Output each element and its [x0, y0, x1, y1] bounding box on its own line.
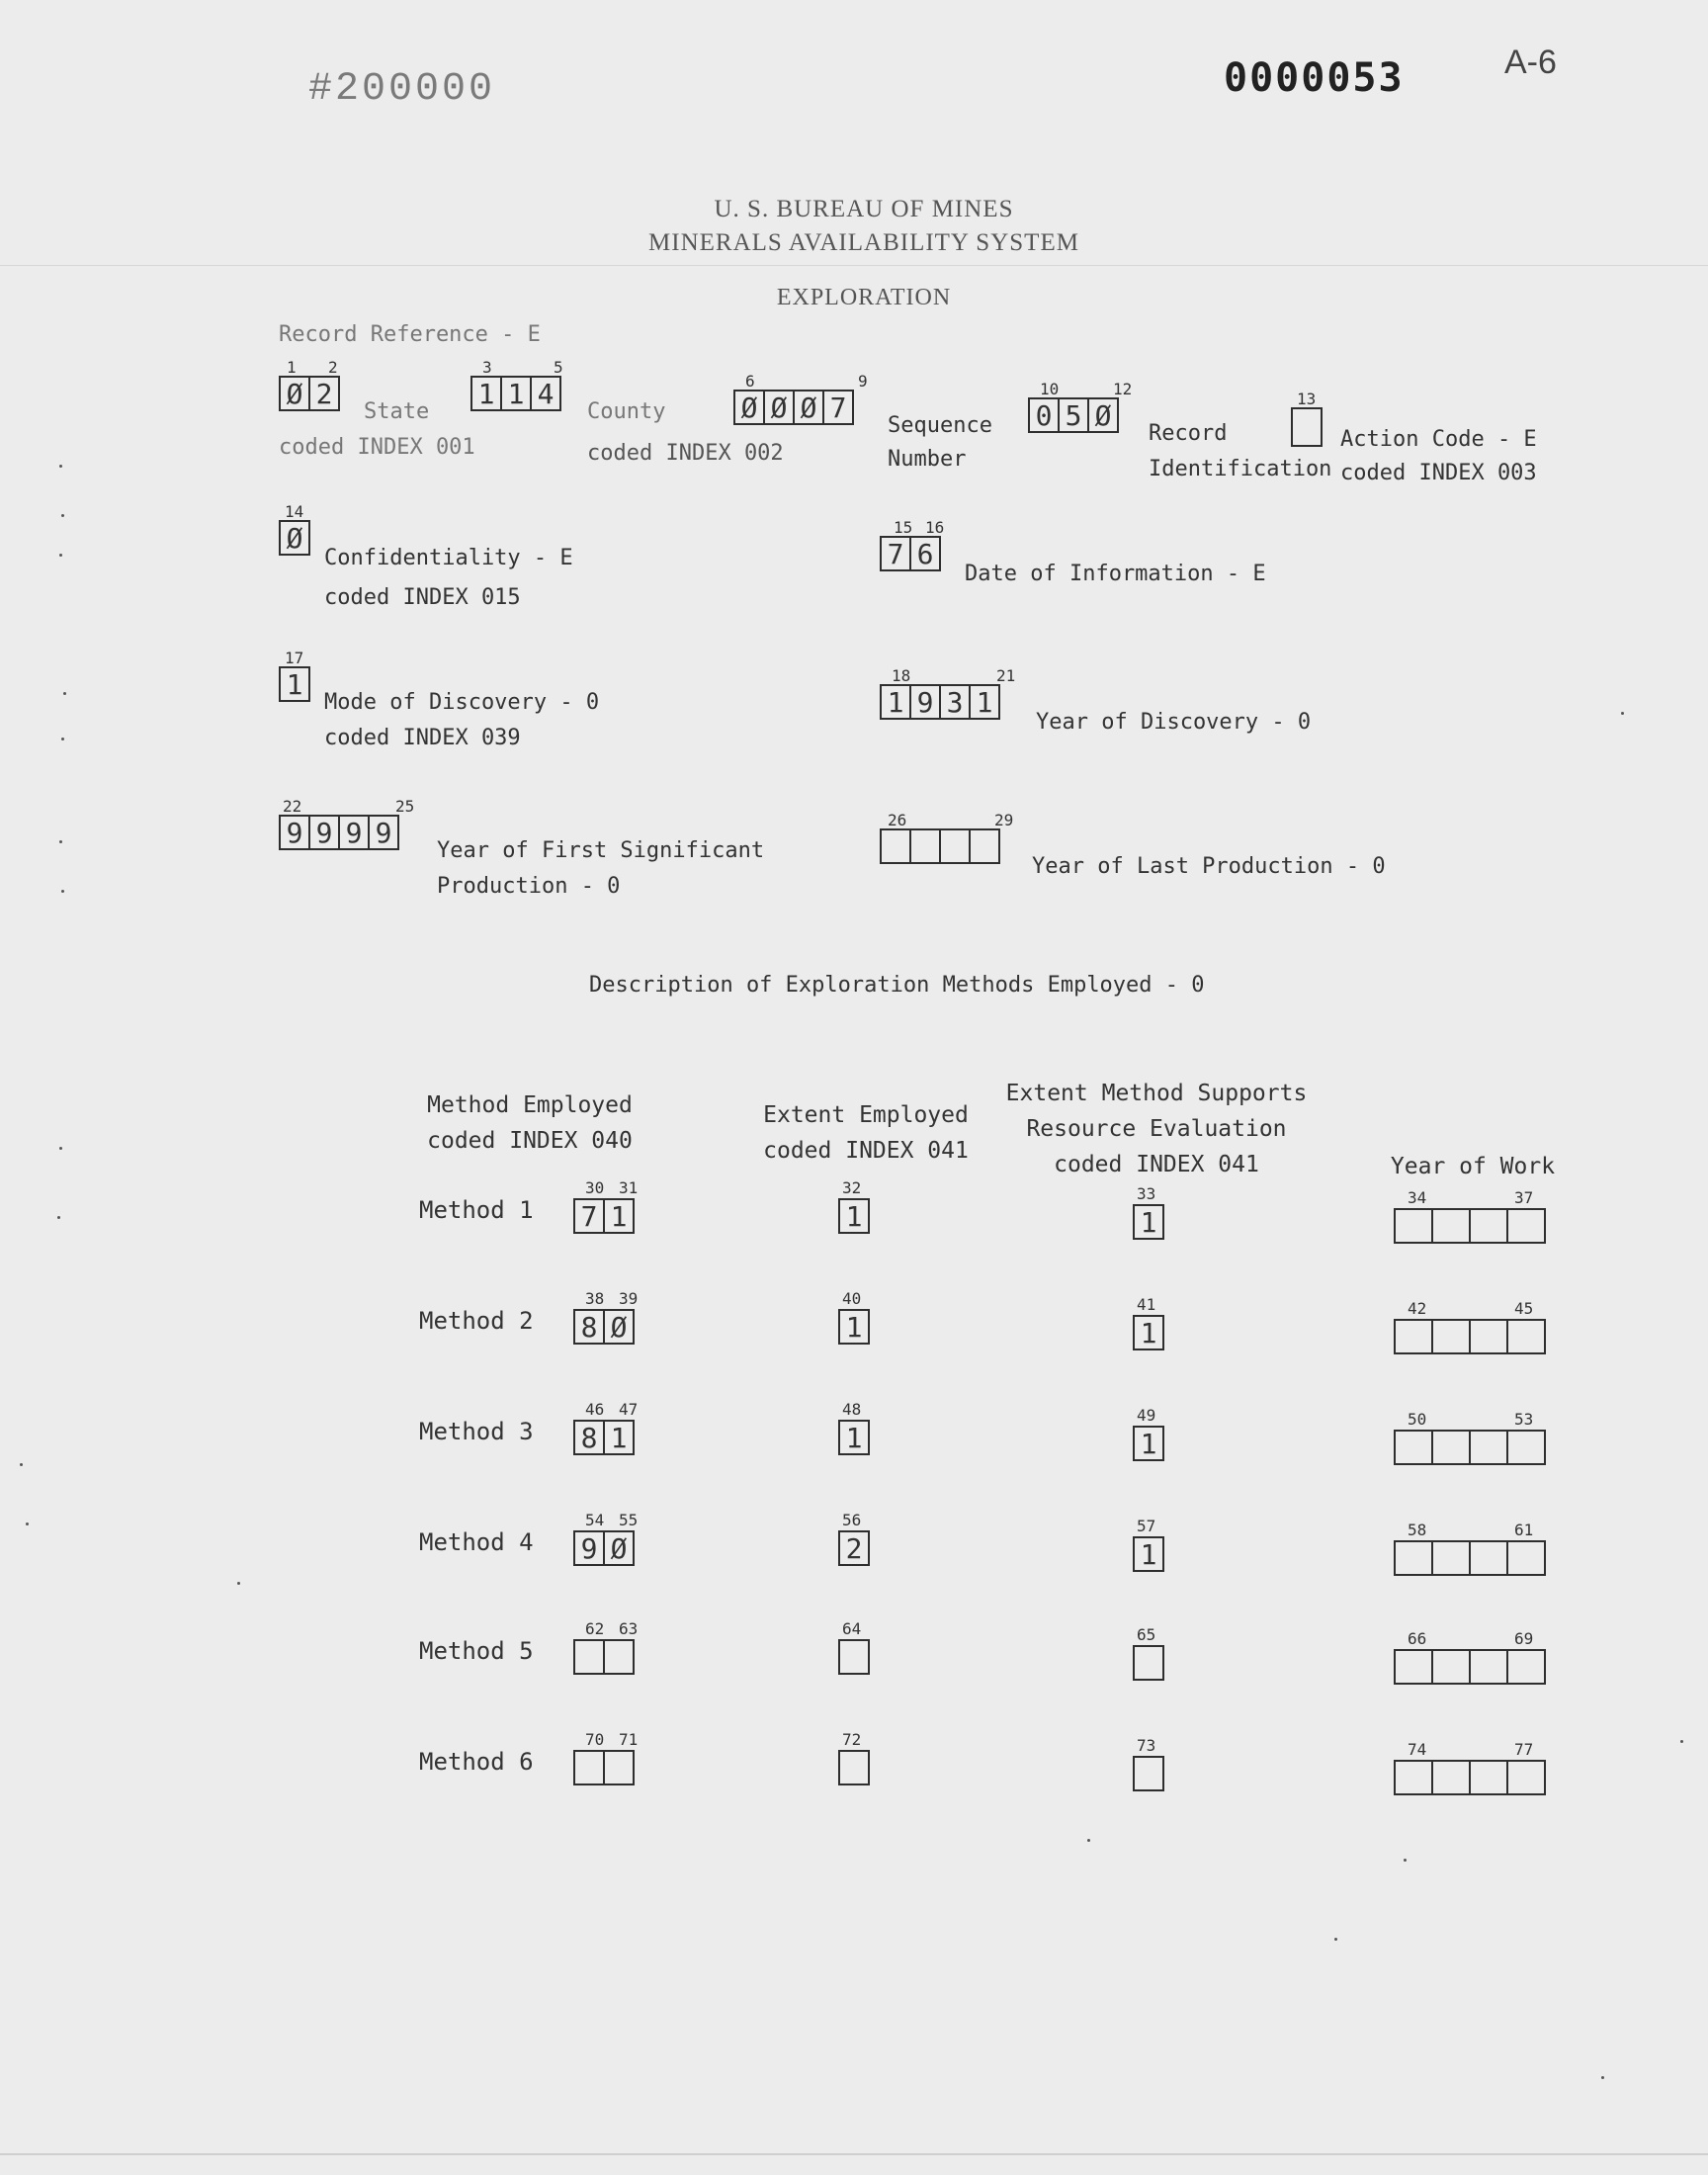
year-of-work-digit-box[interactable] [1469, 1319, 1508, 1354]
action-code-sub: coded INDEX 003 [1340, 461, 1537, 485]
state-label: State [364, 399, 430, 424]
year-of-work-digit-box[interactable] [1431, 1208, 1471, 1244]
year-discovery-digit-box[interactable]: 3 [939, 684, 971, 720]
year-discovery-digit-box[interactable]: 1 [880, 684, 911, 720]
method-code-digit-box[interactable] [573, 1639, 605, 1675]
action-code-field [1291, 390, 1323, 447]
state-field [279, 358, 340, 411]
year-of-work-field [1394, 1299, 1546, 1354]
extent-employed-box[interactable]: 1 [838, 1420, 870, 1455]
year-of-work-digit-box[interactable] [1506, 1208, 1546, 1244]
method-label: Method 6 [419, 1748, 534, 1776]
state-sub: coded INDEX 001 [279, 435, 475, 460]
col-number: 65 [1137, 1625, 1156, 1644]
system-title: MINERALS AVAILABILITY SYSTEM [648, 229, 1079, 256]
col-number: 73 [1137, 1736, 1156, 1755]
org-title: U. S. BUREAU OF MINES [714, 196, 1014, 222]
year-first-production-sub: Production - 0 [437, 874, 621, 899]
year-discovery-digit-box[interactable]: 9 [909, 684, 941, 720]
year-of-work-digit-box[interactable] [1469, 1208, 1508, 1244]
extent-employed-header [727, 1097, 1004, 1169]
col-number: 40 [842, 1289, 862, 1308]
col-number: 22 [283, 797, 302, 816]
col-number: 64 [842, 1619, 862, 1638]
col-number: 25 [395, 797, 415, 816]
col-number: 55 [619, 1511, 639, 1529]
header-line: coded INDEX 040 [427, 1128, 633, 1154]
bottom-edge [0, 2153, 1708, 2155]
col-number: 56 [842, 1511, 862, 1529]
col-number: 31 [619, 1178, 639, 1197]
col-number: 10 [1040, 380, 1060, 398]
col-number: 12 [1113, 380, 1133, 398]
method-employed-header [391, 1088, 668, 1159]
method-code-digit-box[interactable]: 8 [573, 1420, 605, 1455]
col-number: 18 [892, 666, 911, 685]
col-number: 38 [585, 1289, 605, 1308]
col-number: 69 [1514, 1629, 1534, 1648]
col-number: 17 [285, 649, 304, 667]
extent-employed-field [838, 1730, 870, 1785]
col-number: 47 [619, 1400, 639, 1419]
year-of-work-field [1394, 1629, 1546, 1685]
col-number: 53 [1514, 1410, 1534, 1429]
record-id-digit-box[interactable]: Ø [1087, 397, 1119, 433]
col-number: 21 [996, 666, 1016, 685]
year-first-production-digit-box[interactable]: 9 [368, 815, 399, 850]
county-field [470, 358, 561, 411]
year-of-work-digit-box[interactable] [1431, 1649, 1471, 1685]
col-number: 3 [482, 358, 492, 377]
col-number: 14 [285, 502, 304, 521]
method-label: Method 1 [419, 1196, 534, 1224]
col-number: 26 [888, 811, 907, 829]
mode-discovery-label: Mode of Discovery - 0 [324, 690, 600, 715]
method-code-digit-box[interactable]: 1 [603, 1198, 635, 1234]
col-number: 32 [842, 1178, 862, 1197]
year-of-work-digit-box[interactable] [1394, 1430, 1433, 1465]
header-line: Extent Method Supports [1005, 1081, 1308, 1106]
year-last-production-digit-box[interactable] [969, 828, 1000, 864]
col-number: 50 [1408, 1410, 1427, 1429]
year-of-work-digit-box[interactable] [1431, 1540, 1471, 1576]
method-code-digit-box[interactable]: 7 [573, 1198, 605, 1234]
col-number: 62 [585, 1619, 605, 1638]
methods-title: Description of Exploration Methods Employed - 0 [589, 973, 1205, 998]
record-id-digit-box[interactable]: 5 [1058, 397, 1089, 433]
county-digit-box[interactable]: 4 [530, 376, 561, 411]
year-of-work-digit-box[interactable] [1394, 1649, 1433, 1685]
col-number: 16 [925, 518, 945, 537]
header-line: Extent Employed [763, 1102, 969, 1128]
extent-employed-field [838, 1289, 870, 1345]
extent-supports-box[interactable]: 1 [1133, 1204, 1164, 1240]
sequence-digit-box[interactable]: 7 [822, 390, 854, 425]
extent-employed-field [838, 1619, 870, 1675]
method-code-field [573, 1178, 639, 1234]
method-label: Method 5 [419, 1637, 534, 1665]
county-digit-box[interactable]: 1 [470, 376, 502, 411]
col-number: 2 [328, 358, 338, 377]
extent-supports-field [1133, 1406, 1164, 1461]
year-of-work-digit-box[interactable] [1506, 1430, 1546, 1465]
col-number: 49 [1137, 1406, 1156, 1425]
col-number: 46 [585, 1400, 605, 1419]
extent-supports-box[interactable]: 1 [1133, 1536, 1164, 1572]
col-number: 34 [1408, 1188, 1427, 1207]
method-code-digit-box[interactable]: 1 [603, 1420, 635, 1455]
method-code-field [573, 1289, 639, 1345]
extent-employed-box[interactable]: 1 [838, 1309, 870, 1345]
year-of-work-digit-box[interactable] [1469, 1649, 1508, 1685]
confidentiality-box[interactable]: Ø [279, 520, 310, 556]
extent-supports-header [988, 1076, 1324, 1182]
method-code-digit-box[interactable] [603, 1639, 635, 1675]
year-first-production-field [279, 797, 415, 850]
method-code-digit-box[interactable]: 9 [573, 1530, 605, 1566]
col-number: 57 [1137, 1517, 1156, 1535]
method-code-field [573, 1619, 639, 1675]
method-code-field [573, 1511, 639, 1566]
year-first-production-label: Year of First Significant [437, 838, 765, 863]
confidentiality-field [279, 502, 310, 556]
method-code-digit-box[interactable]: 8 [573, 1309, 605, 1345]
sequence-digit-box[interactable]: Ø [763, 390, 795, 425]
date-info-digit-box[interactable]: 7 [880, 536, 911, 571]
year-of-work-digit-box[interactable] [1394, 1760, 1433, 1795]
year-last-production-field [880, 811, 1014, 864]
sequence-label: Sequence [888, 413, 992, 438]
year-of-work-digit-box[interactable] [1394, 1319, 1433, 1354]
method-label: Method 3 [419, 1418, 534, 1445]
header-line: Method Employed [427, 1092, 633, 1118]
record-id-sub: Identification [1149, 457, 1332, 481]
fold-line [0, 265, 1708, 266]
col-number: 15 [894, 518, 913, 537]
extent-supports-field [1133, 1184, 1164, 1240]
extent-supports-box[interactable]: 1 [1133, 1426, 1164, 1461]
col-number: 54 [585, 1511, 605, 1529]
date-info-digit-box[interactable]: 6 [909, 536, 941, 571]
extent-employed-field [838, 1178, 870, 1234]
year-of-work-digit-box[interactable] [1394, 1208, 1433, 1244]
col-number: 58 [1408, 1521, 1427, 1539]
year-discovery-digit-box[interactable]: 1 [969, 684, 1000, 720]
extent-employed-box[interactable] [838, 1639, 870, 1675]
col-number: 70 [585, 1730, 605, 1749]
year-of-work-header [1344, 1149, 1601, 1184]
year-of-work-digit-box[interactable] [1469, 1430, 1508, 1465]
year-first-production-digit-box[interactable]: 9 [279, 815, 310, 850]
year-of-work-digit-box[interactable] [1431, 1430, 1471, 1465]
col-number: 9 [858, 372, 868, 391]
county-digit-box[interactable]: 1 [500, 376, 532, 411]
state-digit-box[interactable]: Ø [279, 376, 310, 411]
year-last-production-label: Year of Last Production - 0 [1032, 854, 1386, 879]
extent-employed-field [838, 1511, 870, 1566]
method-code-digit-box[interactable] [573, 1750, 605, 1785]
year-of-work-digit-box[interactable] [1394, 1540, 1433, 1576]
extent-supports-box[interactable]: 1 [1133, 1315, 1164, 1350]
col-number: 72 [842, 1730, 862, 1749]
col-number: 71 [619, 1730, 639, 1749]
year-discovery-field [880, 666, 1016, 720]
record-id-label: Record [1149, 421, 1228, 446]
col-number: 6 [745, 372, 755, 391]
col-number: 1 [287, 358, 297, 377]
page-reference: A-6 [1504, 44, 1557, 81]
record-reference-label: Record Reference - E [279, 322, 541, 347]
year-of-work-field [1394, 1740, 1546, 1795]
date-info-label: Date of Information - E [965, 562, 1266, 586]
method-label: Method 2 [419, 1307, 534, 1335]
col-number: 41 [1137, 1295, 1156, 1314]
mode-discovery-box[interactable]: 1 [279, 666, 310, 702]
col-number: 77 [1514, 1740, 1534, 1759]
mode-discovery-sub: coded INDEX 039 [324, 726, 521, 750]
document-number: 0000053 [1224, 55, 1405, 101]
col-number: 39 [619, 1289, 639, 1308]
year-discovery-label: Year of Discovery - 0 [1036, 710, 1312, 735]
year-of-work-field [1394, 1410, 1546, 1465]
extent-supports-field [1133, 1736, 1164, 1791]
col-number: 74 [1408, 1740, 1427, 1759]
sequence-field [733, 372, 868, 425]
year-last-production-digit-box[interactable] [939, 828, 971, 864]
year-of-work-digit-box[interactable] [1506, 1319, 1546, 1354]
control-stamp: #200000 [308, 67, 496, 112]
county-label: County [587, 399, 666, 424]
confidentiality-label: Confidentiality - E [324, 546, 573, 570]
year-of-work-digit-box[interactable] [1431, 1319, 1471, 1354]
action-code-box[interactable] [1291, 407, 1323, 447]
method-code-field [573, 1730, 639, 1785]
sequence-sub: Number [888, 447, 967, 472]
header-line: coded INDEX 041 [1054, 1152, 1259, 1177]
col-number: 45 [1514, 1299, 1534, 1318]
record-id-field [1028, 380, 1133, 433]
method-code-digit-box[interactable]: Ø [603, 1530, 635, 1566]
col-number: 37 [1514, 1188, 1534, 1207]
county-sub: coded INDEX 002 [587, 441, 784, 466]
col-number: 30 [585, 1178, 605, 1197]
extent-employed-box[interactable]: 2 [838, 1530, 870, 1566]
section-title: EXPLORATION [776, 285, 952, 310]
col-number: 29 [994, 811, 1014, 829]
year-of-work-digit-box[interactable] [1506, 1540, 1546, 1576]
record-id-digit-box[interactable]: 0 [1028, 397, 1060, 433]
year-of-work-digit-box[interactable] [1506, 1649, 1546, 1685]
col-number: 42 [1408, 1299, 1427, 1318]
extent-supports-box[interactable] [1133, 1645, 1164, 1681]
year-last-production-digit-box[interactable] [909, 828, 941, 864]
extent-employed-box[interactable] [838, 1750, 870, 1785]
sequence-digit-box[interactable]: Ø [793, 390, 824, 425]
year-of-work-digit-box[interactable] [1469, 1760, 1508, 1795]
mode-discovery-field [279, 649, 310, 702]
year-first-production-digit-box[interactable]: 9 [338, 815, 370, 850]
col-number: 61 [1514, 1521, 1534, 1539]
year-of-work-field [1394, 1521, 1546, 1576]
year-last-production-digit-box[interactable] [880, 828, 911, 864]
header-line: coded INDEX 041 [763, 1138, 969, 1164]
action-code-label: Action Code - E [1340, 427, 1537, 452]
method-code-digit-box[interactable]: Ø [603, 1309, 635, 1345]
extent-employed-field [838, 1400, 870, 1455]
year-of-work-field [1394, 1188, 1546, 1244]
year-of-work-digit-box[interactable] [1506, 1760, 1546, 1795]
year-first-production-digit-box[interactable]: 9 [308, 815, 340, 850]
year-of-work-digit-box[interactable] [1431, 1760, 1471, 1795]
date-info-field [880, 518, 945, 571]
method-label: Method 4 [419, 1528, 534, 1556]
header-line: Resource Evaluation [1026, 1116, 1287, 1142]
sequence-digit-box[interactable]: Ø [733, 390, 765, 425]
extent-employed-box[interactable]: 1 [838, 1198, 870, 1234]
year-of-work-digit-box[interactable] [1469, 1540, 1508, 1576]
extent-supports-field [1133, 1517, 1164, 1572]
extent-supports-field [1133, 1295, 1164, 1350]
col-number: 48 [842, 1400, 862, 1419]
confidentiality-sub: coded INDEX 015 [324, 585, 521, 610]
method-code-digit-box[interactable] [603, 1750, 635, 1785]
method-code-field [573, 1400, 639, 1455]
col-number: 33 [1137, 1184, 1156, 1203]
header-line: Year of Work [1390, 1154, 1556, 1179]
col-number: 63 [619, 1619, 639, 1638]
extent-supports-field [1133, 1625, 1164, 1681]
col-number: 5 [554, 358, 563, 377]
col-number: 13 [1297, 390, 1317, 408]
col-number: 66 [1408, 1629, 1427, 1648]
extent-supports-box[interactable] [1133, 1756, 1164, 1791]
state-digit-box[interactable]: 2 [308, 376, 340, 411]
